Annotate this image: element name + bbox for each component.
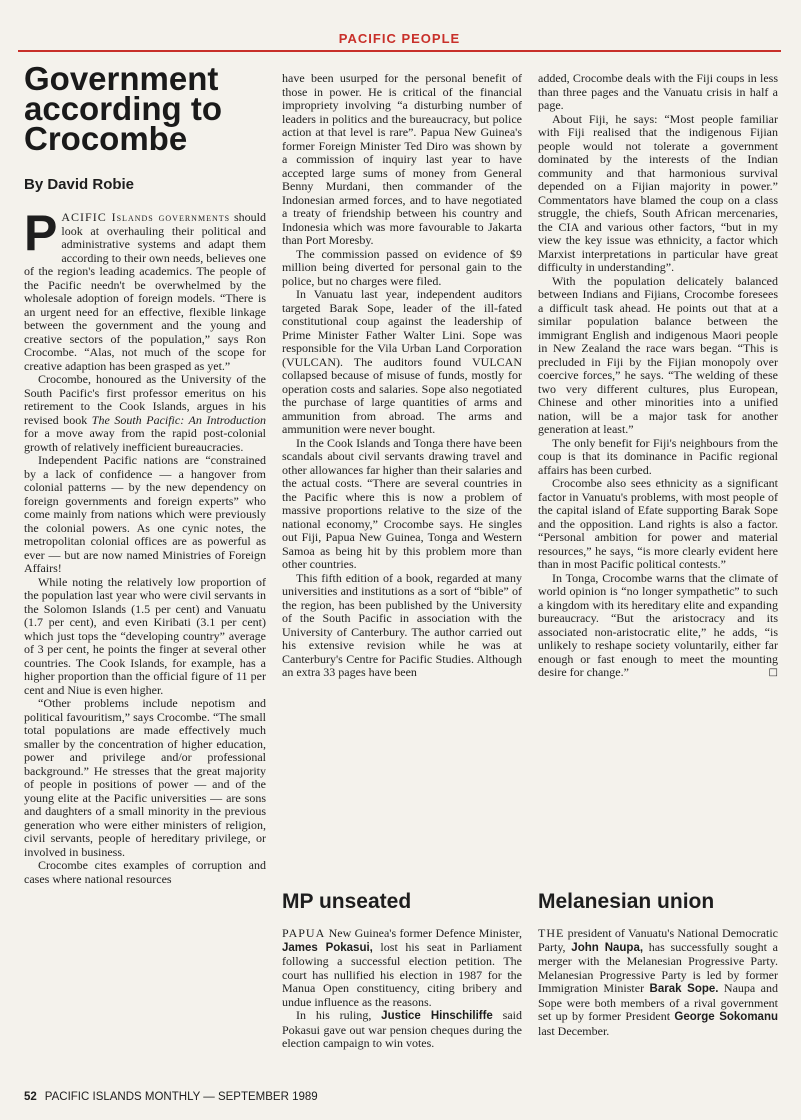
- article-column-3: [538, 72, 778, 865]
- lead-smallcaps: ACIFIC Islands governments: [61, 210, 231, 224]
- book-title: The South Pacific: An Introduction: [91, 412, 266, 427]
- page-number: 52: [24, 1091, 37, 1103]
- paragraph: Crocombe cites examples of corruption and cases where national resources: [24, 858, 266, 886]
- paragraph: Independent Pacific nations are “constrained by a lack of confidence — a hangover from colonial patterns — by the new dependency on foreign governments and foreign experts” who come mainly from nations which were previously the colonial powers. As one cynic notes, the metropolitan colonial offices are as powerful as ever — but are now named Ministries of Foreign Affairs!: [24, 453, 266, 575]
- person-name: James Pokasui,: [282, 941, 373, 954]
- mp-unseated-heading: MP unseated: [282, 890, 412, 913]
- paragraph: have been usurped for the personal benefit of those in power. He is critical of the financial impropriety involving “a disturbing number of leaders in politics and the bureaucracy, but police action at that level is rare”. Papua New Guinea's former Foreign Minister Ted Diro was shown by a commission of inquiry last year to have accepted large sums of money from General Benny Murdani, then commander of the Indonesian armed forces, and to have negotiated a treaty of friendship between his country and Indonesia which was more favourable to Jakarta than Port Moresby.: [282, 71, 522, 247]
- paragraph: THE president of Vanuatu's National Democratic Party, John Naupa, has successfully sought a merger with the Melanesian Progressive Party. Melanesian Progressive Party is led by former Immigration Minister Barak Sope. Naupa and Sope were both members of a rival government set up by former President George Sokomanu last December.: [538, 926, 778, 1038]
- melanesian-union-heading: Melanesian union: [538, 890, 715, 913]
- paragraph: PAPUA New Guinea's former Defence Minister, James Pokasui, lost his seat in Parliament following a successful election petition. The court has nullified his election in 1987 for the Manua Open constituency, citing bribery and undue influence as the reasons.: [282, 926, 522, 1009]
- page-footer: [24, 1091, 318, 1103]
- paragraph: This fifth edition of a book, regarded at many universities and institutions as a sort of “bible” of the region, has been published by the University of the South Pacific in association with the University of Canterbury. The author carried out his extensive revision while he was at Canterbury's Centre for Pacific Studies. Although an extra 33 pages have been: [282, 570, 522, 679]
- paragraph: Crocombe also sees ethnicity as a significant factor in Vanuatu's problems, with most people of the capital island of Efate supporting Barak Sope and the opposition. Land rights is also a factor. “Personal ambition for power and material resources,” he says, “is more clearly evident here than in most Pacific political contests.”: [538, 476, 778, 571]
- paragraph: While noting the relatively low proportion of the population last year who were civil servants in the Solomon Islands (1.5 per cent) and Vanuatu (1.7 per cent), and even Kiribati (3.1 per cent) which just tops the “developing country” average of 3 per cent, he points the finger at several other countries. The Cook Islands, for example, has a higher proportion than the official figure of 11 per cent and Niue is even higher.: [24, 574, 266, 697]
- melanesian-union-story: [538, 927, 778, 1087]
- paragraph: “Other problems include nepotism and political favouritism,” says Crocombe. “The small total populations are made effectively much smaller by the concentration of higher education, power and privilege and/or professional background.” He stresses that the great majority of people in positions of power — and of the young elite at the Pacific universities — are sons and daughters of a small minority in the previous generation who were either ministers of religion, civil servants, people of hereditary privilege, or involved in business.: [24, 696, 266, 859]
- paragraph: Crocombe, honoured as the University of the South Pacific's first professor emeritus on his retirement to the Cook Islands, argues in his revised book The South Pacific: An Introduction for a move away from the rapid post-colonial growth of relatively inefficient bureaucracies.: [24, 372, 266, 454]
- person-name: George Sokomanu: [674, 1011, 778, 1023]
- lead-text: should look at overhauling their political and administrative systems and adapt them according to their own needs, believes one of the region's leading academics. The people of the Pacific needn't be overwhelmed by the wholesale adoption of foreign models. “There is an urgent need for an effective, flexible linkage between the government and the young and creative sectors of the population,” says Ron Crocombe. “Alas, not much of the scope for creative adaption has been grasped as yet.”: [24, 210, 266, 373]
- end-mark-icon: □: [768, 667, 778, 678]
- lead-paragraph: [24, 205, 266, 373]
- person-name: Barak Sope.: [649, 983, 719, 995]
- article-byline: By David Robie: [24, 176, 135, 193]
- article-column-2: [282, 72, 522, 865]
- person-name: John Naupa,: [571, 941, 644, 954]
- section-title: PACIFIC PEOPLE: [338, 31, 461, 46]
- section-header: [18, 30, 781, 52]
- article-headline: Government according to Crocombe: [24, 60, 223, 157]
- article-column-1: [24, 205, 266, 1084]
- paragraph: The commission passed on evidence of $9 million being diverted for personal gain to the police, but no charges were filed.: [282, 246, 522, 288]
- paragraph: With the population delicately balanced between Indians and Fijians, Crocombe foresees a difficult task ahead. He points out that at a similar population balance between the immigrant English and indigenous Maori people in New Zealand the race wars began. “This is precluded in Fiji by the Fijian monopoly over coercive forces,” he says. “The welding of these two very different cultures, plus European, Chinese and other minorities into a unified nation, will be a major task for another generation at least.”: [538, 273, 778, 436]
- person-name: Justice Hinschiliffe: [381, 1010, 493, 1022]
- paragraph: In his ruling, Justice Hinschiliffe said Pokasui gave out war pension cheques during the election campaign to win votes.: [282, 1008, 522, 1050]
- mp-unseated-story: [282, 927, 522, 1087]
- paragraph: The only benefit for Fiji's neighbours from the coup is that its dominance in Pacific regional affairs has been curbed.: [538, 435, 778, 477]
- paragraph: About Fiji, he says: “Most people familiar with Fiji realised that the indigenous Fijian people would not tolerate a government dominated by the interests of the Indian community and that harmonious survival depended on a Fijian majority in power.” Commentators have blamed the coup on a class struggle, the chiefs, South African mercenaries, the CIA and various other factors, “but in my view the key issue was ethnicity, a factor which Marxist interpretations in particular have great difficulty in understanding”.: [538, 111, 778, 274]
- paragraph: In Tonga, Crocombe warns that the climate of world opinion is “no longer sympathetic” to such a kingdom with its hereditary elite and expanding bureaucracy. “But the aristocracy and its associated non-aristocratic elite,” he adds, “is unlikely to reshape society voluntarily, either far enough or fast enough to meet the mounting desire for change.” □: [538, 570, 778, 679]
- paragraph: In Vanuatu last year, independent auditors targeted Barak Sope, leader of the ill-fated constitutional coup against the leadership of Prime Minister Father Walter Lini. Sope was responsible for the Vila Urban Land Corporation (VULCAN). The auditors found VULCAN collapsed because of misuse of funds, mostly for operation costs and salaries. Sope also negotiated the purchase of large quantities of arms and ammunition from abroad. The arms and ammunition were never bought.: [282, 287, 522, 436]
- paragraph: added, Crocombe deals with the Fiji coups in less than three pages and the Vanuatu crisis in half a page.: [538, 71, 778, 112]
- publication-line: PACIFIC ISLANDS MONTHLY — SEPTEMBER 1989: [44, 1091, 318, 1103]
- paragraph: In the Cook Islands and Tonga there have been scandals about civil servants drawing travel and other allowances far higher than their salaries and the actual costs. “There are several countries in the Pacific where this is now a problem of massive proportions relative to the size of the national economy,” Crocombe says. He singles out Fiji, Papua New Guinea, Tonga and Western Samoa as being hit by this problem more than other countries.: [282, 435, 522, 571]
- drop-cap: P: [24, 205, 58, 261]
